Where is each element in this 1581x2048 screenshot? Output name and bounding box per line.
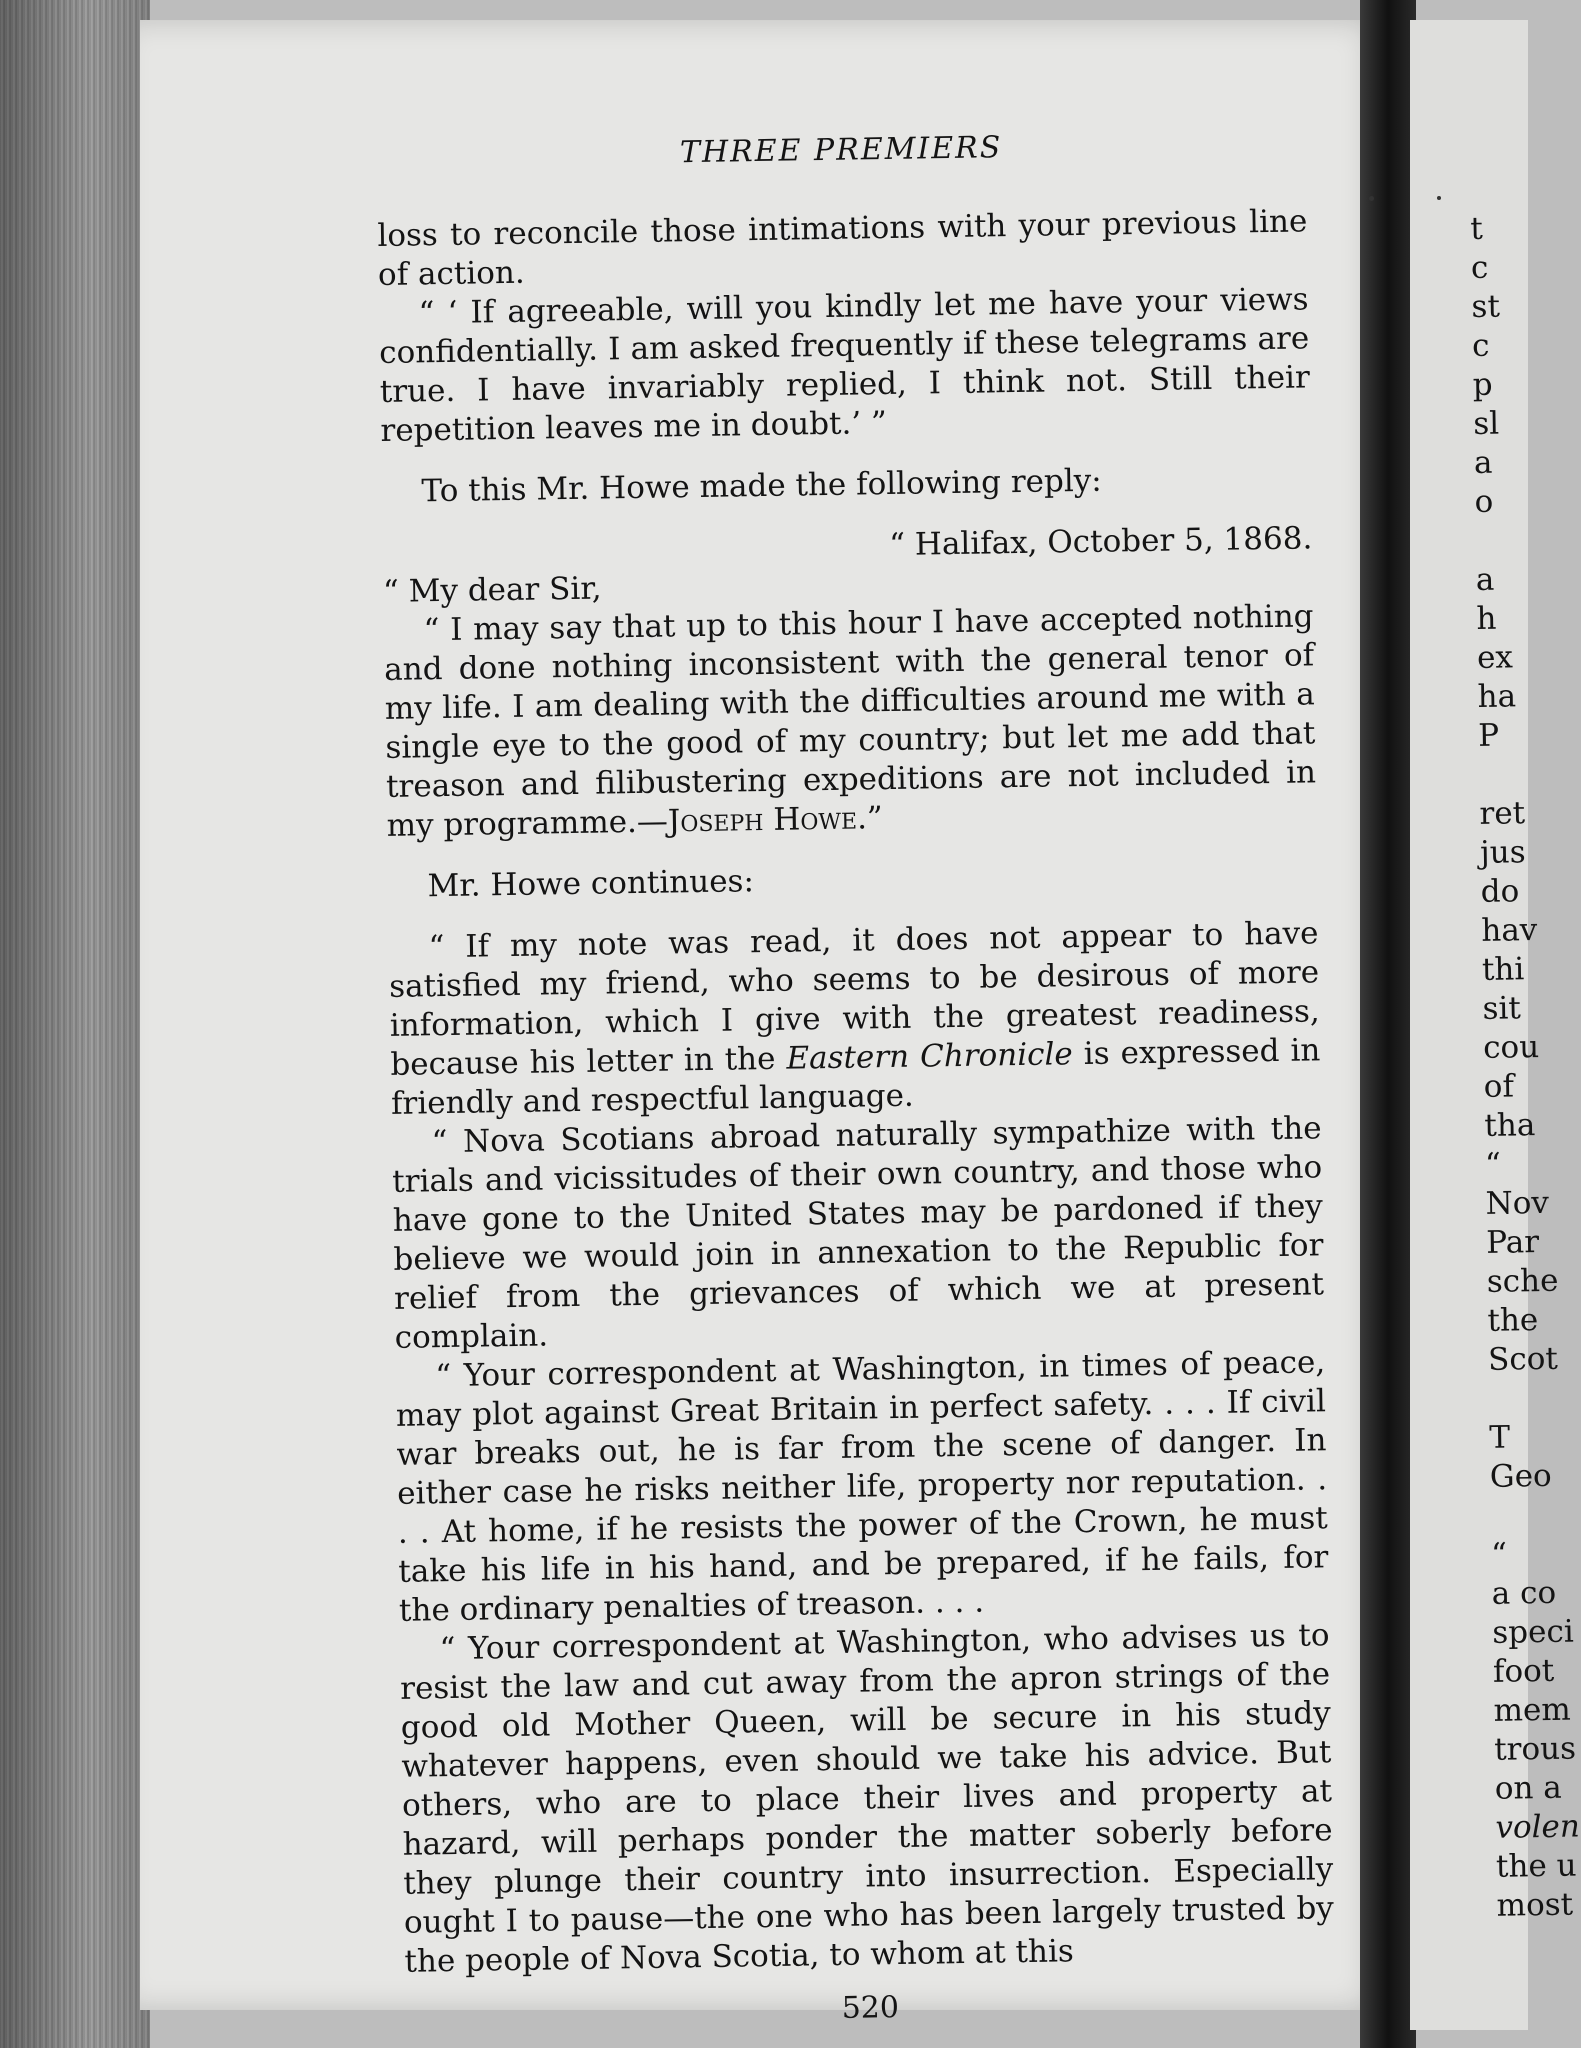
- right-page-line-fragment: foot: [1492, 1652, 1555, 1690]
- letter-salutation: “ My dear Sir,: [382, 570, 602, 610]
- right-page-line-fragment: sche: [1486, 1262, 1559, 1300]
- letter-dateline: “ Halifax, October 5, 1868.: [888, 520, 1313, 563]
- right-page-line-fragment: ex: [1476, 639, 1514, 676]
- quoted-text: is expressed in friendly and respectful language.: [390, 1032, 1321, 1122]
- quoted-paragraph: “ Your correspondent at Washington, who advises us to resist the law and cut away from the apron strings of the good old Mother Queen, will be secure in his study whatever happens, even should we take his advice. But others, who are to place their lives and property at hazard, will perhaps ponder the matter soberly before they plunge their country into insurrection. Especially ought I to pause—the one who has been largely trusted by the people of Nova Scotia, to whom at this: [399, 1617, 1335, 1980]
- right-page-line-fragment: T: [1489, 1419, 1511, 1456]
- right-page-line-fragment: h: [1476, 600, 1497, 637]
- right-page-line-fragment: “: [1490, 1536, 1508, 1573]
- right-page-line-fragment: volen: [1495, 1808, 1581, 1846]
- page-number: 520: [841, 1990, 900, 2026]
- right-page-line-fragment: of: [1483, 1068, 1515, 1105]
- right-page-line-fragment: jus: [1479, 834, 1526, 871]
- right-page-line-fragment: sit: [1482, 990, 1522, 1027]
- right-page-line-fragment: most: [1496, 1886, 1574, 1924]
- quoted-paragraph: “ Nova Scotians abroad naturally sympathize with the trials and vicissitudes of their own country, and those who have gone to the United States may be pardoned if they believe we would join in annexation to the Republic for relief from the grievances of which we at present complain.: [391, 1110, 1325, 1356]
- right-page-line-fragment: ha: [1477, 678, 1517, 715]
- right-page-line-fragment: o: [1474, 483, 1494, 520]
- right-page-line-fragment: Par: [1485, 1224, 1540, 1261]
- left-page-text: [377, 130, 1336, 2034]
- right-page-line-fragment: ret: [1479, 795, 1526, 832]
- right-page-line-fragment: [1479, 755, 1550, 795]
- quoted-paragraph: [388, 914, 1321, 1124]
- right-page-line-fragment: P: [1477, 717, 1500, 754]
- right-page-line-fragment: mem: [1493, 1691, 1571, 1729]
- right-page-line-fragment: a co: [1491, 1574, 1557, 1612]
- right-page-line-fragment: sl: [1473, 405, 1500, 442]
- running-head: THREE PREMIERS: [679, 130, 1003, 171]
- right-page-line-fragment: st: [1471, 288, 1501, 325]
- right-page-line-fragment: the u: [1495, 1847, 1577, 1885]
- right-page-line-fragment: Geo: [1489, 1457, 1552, 1495]
- right-page-line-fragment: cou: [1482, 1029, 1540, 1066]
- right-page-line-fragment: Scot: [1487, 1340, 1559, 1378]
- right-page-line-fragment: do: [1480, 873, 1520, 910]
- right-page-line-fragment: [1488, 1379, 1559, 1419]
- quoted-paragraph: “ Your correspondent at Washington, in times of peace, may plot against Great Britain in perfect safety. . . . If civil war breaks out, he is far from the scene of danger. In either case he risks neither life, property nor reputation. . . . At home, if he resists the power of the Crown, he must take his life in his hand, and be prepared, if he fails, for the ordinary penalties of treason. . . .: [395, 1344, 1329, 1629]
- right-page-line-fragment: a: [1473, 444, 1493, 481]
- closing-quote: ”: [866, 800, 884, 837]
- ink-speck: [1369, 196, 1374, 201]
- quoted-text: “ If my note was read, it does not appear to have satisfied my friend, who seems to be desirous of more information, which I give with the greatest readiness, because his letter in the: [388, 915, 1320, 1083]
- right-page-line-fragment: “: [1484, 1146, 1502, 1183]
- quoted-letter-paragraph: “ ‘ If agreeable, will you kindly let me have your views confidentially. I am asked frequently if these telegrams are true. I have invariably replied, I think not. Still their repetition leaves me in doubt.’ ”: [378, 281, 1311, 449]
- right-page-line-fragment: c: [1471, 327, 1490, 364]
- right-page-line-fragment: speci: [1492, 1613, 1574, 1651]
- right-page-line-fragment: thi: [1481, 951, 1525, 988]
- page-edges-shadow: [0, 0, 150, 2048]
- right-page-line-fragment: on a: [1494, 1769, 1563, 1807]
- letter-signature: Joseph Howe.: [667, 800, 868, 840]
- right-page-line-fragment: p: [1472, 366, 1493, 403]
- right-page-line-fragment: c: [1470, 249, 1489, 286]
- right-page-line-fragment: trous: [1493, 1730, 1577, 1768]
- newspaper-title: Eastern Chronicle: [786, 1036, 1074, 1077]
- right-page-line-fragment: t: [1470, 210, 1484, 247]
- ink-speck: [1437, 196, 1441, 200]
- right-page-line-fragment: [1490, 1496, 1561, 1536]
- right-page-line-fragment: hav: [1481, 912, 1538, 949]
- letter-body: [383, 597, 1317, 846]
- paragraph-continuation: loss to reconcile those intimations with your previous line of action.: [377, 203, 1308, 293]
- book-gutter: [1360, 0, 1416, 2048]
- right-page-line-fragment: [1475, 521, 1546, 561]
- right-page-line-fragment: the: [1487, 1302, 1539, 1339]
- right-page-line-fragment: tha: [1484, 1107, 1536, 1144]
- intro-line: To this Mr. Howe made the following reply:: [421, 462, 1102, 510]
- right-page-line-fragment: Nov: [1485, 1184, 1550, 1222]
- intro-line: Mr. Howe continues:: [427, 863, 755, 905]
- letter-body-text: “ I may say that up to this hour I have accepted nothing and done nothing inconsistent with the general tenor of my life. I am dealing with the difficulties around me with a single eye to the good of my country; but let me add that treason and filibustering expeditions are not included in my programme.—: [383, 598, 1317, 844]
- right-page-line-fragment: a: [1475, 561, 1495, 598]
